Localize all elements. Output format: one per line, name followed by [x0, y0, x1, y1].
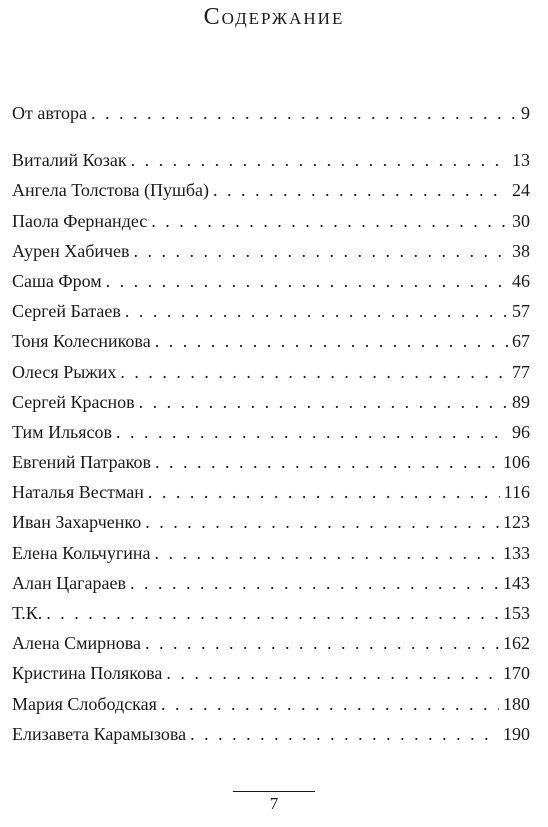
toc-entry-title: Иван Захарченко [12, 512, 142, 533]
dot-leader [213, 175, 508, 205]
toc-entry-page: 46 [512, 270, 530, 291]
dot-leader [120, 357, 508, 387]
toc-entry[interactable] [12, 206, 530, 236]
toc-entry[interactable] [12, 719, 530, 749]
dot-leader [134, 236, 508, 266]
toc-entry-title: Олеся Рыжих [12, 361, 117, 382]
dot-leader [161, 689, 499, 719]
toc-entry-page: 24 [512, 180, 530, 201]
dot-leader [145, 628, 499, 658]
toc-entry-title: Тоня Колесникова [12, 331, 151, 352]
dot-leader [155, 447, 499, 477]
dot-leader [125, 296, 508, 326]
toc-entry-page: 106 [503, 452, 530, 473]
toc-entry-title: Сергей Батаев [12, 301, 121, 322]
page-title: Содержание [203, 4, 345, 30]
toc-entry-page: 162 [503, 633, 530, 654]
dot-leader [190, 719, 499, 749]
toc-entry-page: 38 [512, 240, 530, 261]
toc-entry[interactable] [12, 98, 530, 128]
toc-entry[interactable] [12, 507, 530, 537]
toc-entry-page: 170 [503, 663, 530, 684]
dot-leader [116, 417, 508, 447]
toc-entry-title: От автора [12, 103, 88, 123]
toc-entry-title: Наталья Вестман [12, 482, 144, 503]
toc-entry-title: Т.К. [12, 603, 43, 623]
toc-entry-page: 153 [503, 603, 530, 623]
dot-leader [145, 507, 499, 537]
toc-entry-page: 123 [503, 512, 530, 533]
page-number: 7 [269, 794, 279, 813]
toc-entry[interactable] [12, 477, 530, 507]
toc-entry[interactable] [12, 145, 530, 175]
dot-leader [148, 477, 500, 507]
toc-entry-page: 30 [512, 210, 530, 231]
toc-entry-title: Сергей Краснов [12, 391, 135, 412]
dot-leader [154, 538, 499, 568]
toc-entry-title: Саша Фром [12, 270, 102, 291]
toc-entry[interactable] [12, 538, 530, 568]
toc-entry-title: Паола Фернандес [12, 210, 148, 231]
toc-entry-title: Елизавета Карамызова [12, 723, 187, 744]
toc-entry[interactable] [12, 598, 530, 628]
toc-entry[interactable] [12, 387, 530, 417]
dot-leader [139, 387, 508, 417]
toc-entry[interactable] [12, 326, 530, 356]
toc-entry-title: Елена Кольчугина [12, 542, 151, 563]
toc-entry-title: Алена Смирнова [12, 633, 142, 654]
toc-entry-title: Тим Ильясов [12, 421, 113, 442]
toc-entry[interactable] [12, 417, 530, 447]
dot-leader [155, 326, 508, 356]
toc-entry-page: 96 [512, 421, 530, 442]
toc-entry-title: Алан Цагараев [12, 572, 126, 593]
toc-entry[interactable] [12, 296, 530, 326]
toc-entry-title: Ангела Толстова (Пушба) [12, 180, 209, 201]
dot-leader [166, 658, 499, 688]
toc-entry-page: 9 [521, 103, 530, 123]
toc-entry[interactable] [12, 568, 530, 598]
toc-entry[interactable] [12, 658, 530, 688]
table-of-contents [12, 98, 530, 749]
dot-leader [106, 266, 508, 296]
toc-entry[interactable] [12, 266, 530, 296]
toc-entry[interactable] [12, 447, 530, 477]
toc-entry-title: Виталий Козак [12, 150, 127, 171]
toc-entry-page: 57 [512, 301, 530, 322]
toc-entry-title: Евгений Патраков [12, 452, 151, 473]
footer-divider [233, 791, 315, 792]
toc-entry[interactable] [12, 175, 530, 205]
toc-entry-page: 89 [512, 391, 530, 412]
toc-entry[interactable] [12, 689, 530, 719]
toc-entry-page: 116 [503, 482, 530, 503]
toc-entry-page: 190 [503, 723, 530, 744]
toc-entry-title: Мария Слободская [12, 693, 157, 714]
dot-leader [46, 598, 499, 628]
toc-entry-page: 180 [503, 693, 530, 714]
dot-leader [131, 145, 508, 175]
toc-entry-page: 143 [503, 572, 530, 593]
toc-entry[interactable] [12, 628, 530, 658]
dot-leader [91, 98, 517, 128]
toc-entry-title: Кристина Полякова [12, 663, 163, 684]
toc-entry[interactable] [12, 357, 530, 387]
toc-entry-page: 77 [512, 361, 530, 382]
toc-entry[interactable] [12, 236, 530, 266]
dot-leader [130, 568, 499, 598]
toc-entry-page: 67 [512, 331, 530, 352]
dot-leader [151, 206, 508, 236]
toc-entry-page: 13 [512, 150, 530, 171]
toc-entry-page: 133 [503, 542, 530, 563]
toc-entry-title: Аурен Хабичев [12, 240, 130, 261]
